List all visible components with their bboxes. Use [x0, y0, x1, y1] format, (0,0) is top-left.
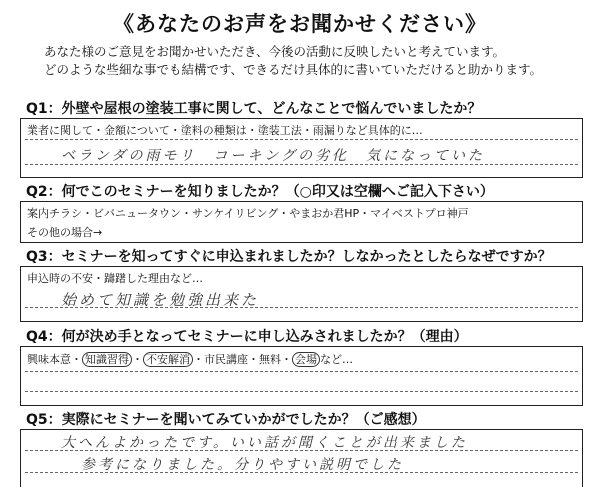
intro-line-2: どのような些細な事でも結構です、できるだけ具体的に書いていただけると助かります。	[44, 62, 543, 77]
page-title: 《あなたのお声をお聞かせください》	[113, 12, 487, 36]
hint-1: 業者に関して・金額について・塗料の種類は・塗装工法・雨漏りなど具体的に…	[27, 124, 423, 137]
other-label: その他の場合→	[27, 226, 103, 239]
answer-box-3	[20, 266, 583, 322]
reason-options	[27, 351, 353, 367]
answer-5-handwriting-line-1: 大へんよかったです。いい話が聞くことが出来ました	[61, 435, 468, 451]
dashed-line	[25, 391, 578, 392]
question-2: Q2：何でこのセミナーを知りましたか？（○印又は空欄へご記入下さい）	[26, 184, 494, 200]
question-1: Q1：外壁や屋根の塗装工事に関して、どんなことで悩んでいましたか？	[26, 101, 482, 117]
answer-1-handwriting: ベランダの雨モリ コーキングの劣化 気になっていた	[61, 148, 486, 164]
reason-option-circled: 不安解消	[143, 352, 193, 367]
reason-option-circled: 知識習得	[82, 352, 132, 367]
dashed-line	[25, 371, 578, 372]
answer-box-1	[20, 118, 583, 178]
dashed-line	[25, 164, 578, 165]
source-options: 案内チラシ・ビバニュータウン・サンケイリビング・やまおか君HP・マイベストプロ神戸	[27, 207, 469, 220]
dashed-line	[25, 450, 578, 451]
reason-option: 興味本意・	[27, 353, 82, 366]
dashed-line	[25, 472, 578, 473]
question-4: Q4：何が決め手となってセミナーに申し込みされましたか？（理由）	[26, 329, 468, 345]
answer-5-handwriting-line-2: 参考になりました。分りやすい説明でした	[81, 457, 404, 473]
question-5: Q5：実際にセミナーを聞いてみていかがでしたか？（ご感想）	[26, 412, 426, 428]
hint-3: 申込時の不安・躊躇した理由など…	[27, 272, 203, 285]
dashed-line	[25, 307, 578, 308]
answer-3-handwriting: 始めて知識を勉強出来た	[61, 291, 260, 309]
reason-option: など…	[320, 353, 353, 366]
dashed-line	[25, 139, 578, 140]
intro-line-1: あなた様のご意見をお聞かせいただき、今後の活動に反映したいと考えています。	[44, 44, 506, 59]
question-3: Q3：セミナーを知ってすぐに申込まれましたか？しなかったとしたらなぜですか？	[26, 249, 552, 265]
answer-box-4	[20, 346, 583, 406]
reason-option-circled: 会場	[292, 352, 320, 367]
reason-option: ・市民講座・無料・	[193, 353, 292, 366]
reason-option: ・	[132, 353, 143, 366]
answer-box-5	[20, 429, 583, 487]
answer-box-2	[20, 201, 583, 243]
